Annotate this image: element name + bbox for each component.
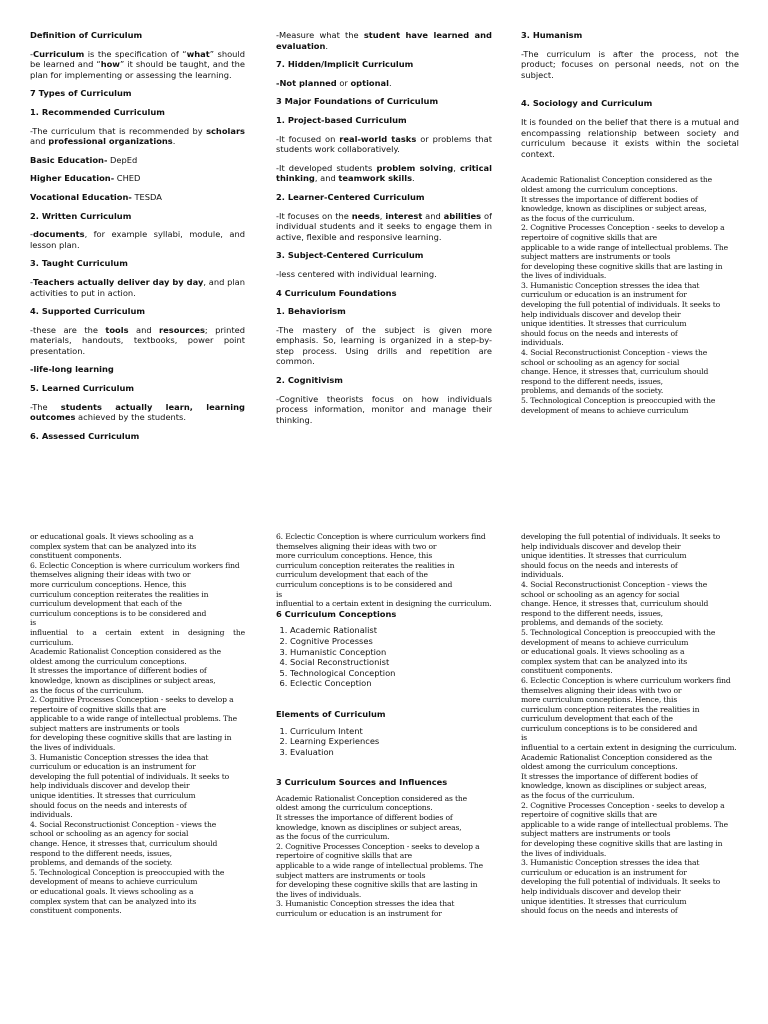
paragraph-subject-centered: -less centered with individual learning. — [276, 268, 437, 279]
text-line: curriculum development that each of the — [521, 714, 673, 724]
text-line: complex system that can be analyzed into its — [30, 541, 197, 551]
text-line: as the focus of the curriculum. — [521, 213, 635, 223]
text-line: as the focus of the curriculum. — [30, 685, 144, 695]
text-line: It stresses the importance of different bodies of — [276, 813, 453, 823]
column-4 — [30, 532, 245, 962]
text-line: change. Hence, it stresses that, curriculum should — [30, 839, 218, 848]
text-line: should focus on the needs and interests of — [521, 560, 678, 570]
text-line: themselves aligning their ideas with two or — [276, 541, 437, 551]
text-line: repertoire of cognitive skills that are — [521, 810, 658, 820]
text-line: oldest among the curriculum conceptions. — [521, 762, 678, 772]
text-line: is — [276, 589, 283, 599]
text-line: complex system that can be analyzed into its — [521, 656, 688, 666]
text-line: respond to the different needs, issues, — [521, 376, 663, 386]
text-line: complex system that can be analyzed into its — [30, 896, 197, 906]
text-line: themselves aligning their ideas with two or — [30, 570, 191, 580]
text-line: school or schooling as an agency for social — [521, 589, 680, 599]
column-3 — [521, 30, 739, 475]
paragraph-behaviorism: -The mastery of the subject is given more emphasis. So, learning is organized in a step-by-step process. Using drills and repetition are common. — [276, 324, 492, 367]
column-2 — [276, 30, 492, 460]
list-item: 3. Humanistic Conception — [290, 647, 492, 658]
line-vocational-education: Vocational Education- TESDA — [30, 191, 162, 202]
text-line: 6. Eclectic Conception is where curriculum workers find — [30, 560, 240, 570]
heading-project-based: 1. Project-based Curriculum — [276, 114, 407, 125]
sources-text — [276, 794, 492, 919]
text-line: problems, and demands of the society. — [521, 386, 664, 396]
text-line: oldest among the curriculum conceptions. — [276, 803, 433, 813]
text-line: Academic Rationalist Conception considered as the — [521, 175, 712, 185]
heading-foundations: 3 Major Foundations of Curriculum — [276, 96, 439, 107]
text-line: the lives of individuals. — [30, 743, 116, 753]
text-line: unique identities. It stresses that curriculum — [521, 319, 687, 329]
text-line: developing the full potential of individuals. It seeks to — [30, 771, 230, 781]
text-line: or educational goals. It views schooling as a — [30, 886, 194, 896]
text-line: or educational goals. It views schooling as a — [30, 532, 194, 541]
text-line: more curriculum conceptions. Hence, this — [276, 551, 433, 561]
text-line: help individuals discover and develop their — [521, 309, 681, 319]
text-line: 3. Humanistic Conception stresses the idea that — [521, 858, 700, 868]
text-line: repertoire of cognitive skills that are — [276, 851, 413, 861]
list-item: 1. Curriculum Intent — [290, 726, 492, 737]
text-line: constituent components. — [521, 666, 613, 676]
text-line: curriculum or education is an instrument for — [276, 909, 442, 918]
text-line: 5. Technological Conception is preoccupied with the — [521, 396, 716, 405]
text-line: problems, and demands of the society. — [30, 858, 173, 868]
paragraph-measure: -Measure what the student have learned and evaluation. — [276, 30, 492, 51]
text-line: 2. Cognitive Processes Conception - seeks to develop a — [521, 223, 725, 233]
heading-supported: 4. Supported Curriculum — [30, 306, 146, 317]
text-line: influential to a certain extent in designing the curriculum. — [521, 743, 737, 753]
text-line: applicable to a wide range of intellectual problems. The — [276, 861, 483, 871]
text-line: unique identities. It stresses that curriculum — [521, 896, 687, 906]
text-line: curriculum or education is an instrument for — [30, 762, 196, 772]
paragraph-humanism: -The curriculum is after the process, not the product; focuses on personal needs, not on the subject. — [521, 48, 739, 80]
line-basic-education: Basic Education- DepEd — [30, 154, 138, 165]
text-line: 6. Eclectic Conception is where curriculum workers find — [521, 675, 731, 685]
heading-sources: 3 Curriculum Sources and Influences — [276, 777, 448, 788]
text-line: the lives of individuals. — [521, 271, 607, 281]
text-line: developing the full potential of individuals. It seeks to — [521, 877, 721, 887]
text-line: 4. Social Reconstructionist Conception - views the — [30, 819, 217, 829]
text-line: knowledge, known as disciplines or subject areas, — [521, 781, 707, 791]
text-line: unique identities. It stresses that curriculum — [521, 551, 687, 561]
text-line: more curriculum conceptions. Hence, this — [30, 579, 187, 589]
column-6 — [521, 532, 739, 972]
text-line: individuals. — [30, 810, 73, 820]
text-line: knowledge, known as disciplines or subject areas, — [521, 204, 707, 214]
paragraph-taught: -Teachers actually deliver day by day, and plan activities to put in action. — [30, 276, 245, 298]
elements-list — [276, 726, 492, 758]
text-line: or educational goals. It views schooling as a — [521, 647, 685, 657]
text-line: 4. Social Reconstructionist Conception - views the — [521, 579, 708, 589]
text-line: for developing these cognitive skills that are lasting in — [30, 733, 232, 743]
text-line: curriculum conception reiterates the realities in — [30, 589, 209, 599]
text-line: curriculum conceptions is to be considered and — [30, 608, 207, 618]
text-line: knowledge, known as disciplines or subject areas, — [30, 675, 216, 685]
heading-written: 2. Written Curriculum — [30, 210, 132, 221]
text-line: should focus on the needs and interests of — [30, 800, 187, 810]
text-line: for developing these cognitive skills that are lasting in — [276, 880, 478, 890]
text-line: curriculum or education is an instrument for — [521, 290, 687, 300]
text-line: constituent components. — [30, 551, 122, 561]
text-line: applicable to a wide range of intellectual problems. The — [30, 714, 237, 724]
text-line: influential to a certain extent in designing the curriculum. — [276, 599, 492, 609]
text-line: It stresses the importance of different bodies of — [521, 771, 698, 781]
text-line: Academic Rationalist Conception considered as the — [30, 647, 221, 657]
text-line: applicable to a wide range of intellectual problems. The — [521, 819, 728, 829]
text-line: problems, and demands of the society. — [521, 618, 664, 628]
paragraph-written: -documents, for example syllabi, module, and lesson plan. — [30, 229, 245, 250]
text-line: unique identities. It stresses that curriculum — [30, 791, 196, 801]
text-line: themselves aligning their ideas with two or — [521, 685, 682, 695]
text-line: developing the full potential of individuals. It seeks to — [521, 532, 721, 541]
paragraph-supported: -these are the tools and resources; printed materials, handouts, textbooks, power point presentation. — [30, 324, 245, 356]
heading-types: 7 Types of Curriculum — [30, 88, 132, 99]
text-line: subject matters are instruments or tools — [521, 252, 671, 262]
text-line: for developing these cognitive skills that are lasting in — [521, 839, 723, 848]
paragraph-recommended: -The curriculum that is recommended by scholars and professional organizations. — [30, 125, 245, 147]
text-line: repertoire of cognitive skills that are — [30, 704, 167, 714]
text-line: development of means to achieve curriculum — [30, 877, 198, 887]
heading-six-conceptions: 6 Curriculum Conceptions — [276, 608, 397, 619]
text-line: change. Hence, it stresses that, curriculum should — [521, 367, 709, 377]
list-item: 5. Technological Conception — [290, 668, 492, 679]
list-item: 4. Social Reconstructionist — [290, 657, 492, 668]
text-line: the lives of individuals. — [521, 848, 607, 858]
text-line: 4. Social Reconstructionist Conception - views the — [521, 348, 708, 358]
text-line: is — [521, 733, 528, 743]
text-line: subject matters are instruments or tools — [30, 723, 180, 733]
text-line: individuals. — [521, 570, 564, 580]
text-line: constituent components. — [30, 906, 122, 916]
text-line: 6. Eclectic Conception is where curriculum workers find — [276, 532, 486, 541]
heading-cognitivism: 2. Cognitivism — [276, 375, 343, 386]
heading-assessed: 6. Assessed Curriculum — [30, 430, 140, 441]
text-line: curriculum conception reiterates the realities in — [521, 704, 700, 714]
text-line: 3. Humanistic Conception stresses the idea that — [30, 752, 209, 762]
text-line: for developing these cognitive skills that are lasting in — [521, 261, 723, 271]
text-line: should focus on the needs and interests of — [521, 906, 678, 916]
heading-sociology: 4. Sociology and Curriculum — [521, 98, 653, 109]
text-line: 2. Cognitive Processes Conception - seeks to develop a — [276, 841, 480, 851]
eclectic-text — [276, 532, 492, 609]
paragraph-project-2: -It developed students problem solving, critical thinking, and teamwork skills. — [276, 162, 492, 184]
text-line: school or schooling as an agency for social — [30, 829, 189, 839]
heading-four-foundations: 4 Curriculum Foundations — [276, 287, 397, 298]
text-line: influential to a certain extent in designing the curriculum. — [30, 627, 245, 647]
text-line: 3. Humanistic Conception stresses the idea that — [521, 280, 700, 290]
list-item: 6. Eclectic Conception — [290, 678, 492, 689]
text-line: curriculum conception reiterates the realities in — [276, 560, 455, 570]
heading-behaviorism: 1. Behaviorism — [276, 306, 346, 317]
text-line: curriculum development that each of the — [30, 599, 182, 609]
heading-taught: 3. Taught Curriculum — [30, 258, 128, 269]
list-item: 2. Learning Experiences — [290, 736, 492, 747]
heading-humanism: 3. Humanism — [521, 30, 583, 40]
paragraph-sociology: It is founded on the belief that there is a mutual and encompassing relationship between society and curriculum because it exists within the societal context. — [521, 116, 739, 159]
text-line: change. Hence, it stresses that, curriculum should — [521, 599, 709, 609]
text-line: curriculum conceptions is to be considered and — [276, 579, 453, 589]
paragraph-definition: -Curriculum is the specification of “what” should be learned and “how” it should be taught, and the plan for implementing or assessing the learning. — [30, 48, 245, 80]
text-line: oldest among the curriculum conceptions. — [30, 656, 187, 666]
text-line: 2. Cognitive Processes Conception - seeks to develop a — [521, 800, 725, 810]
text-line: respond to the different needs, issues, — [30, 848, 172, 858]
heading-learned: 5. Learned Curriculum — [30, 383, 135, 394]
text-line: 2. Cognitive Processes Conception - seeks to develop a — [30, 695, 234, 705]
text-line: repertoire of cognitive skills that are — [521, 232, 658, 242]
text-line: help individuals discover and develop their — [30, 781, 190, 791]
list-item: 2. Cognitive Processes — [290, 636, 492, 647]
text-line: should focus on the needs and interests of — [521, 328, 678, 338]
text-line: help individuals discover and develop their — [521, 541, 681, 551]
list-item: 3. Evaluation — [290, 747, 492, 758]
text-line: individuals. — [521, 338, 564, 348]
text-line: as the focus of the curriculum. — [521, 791, 635, 801]
text-line: 3. Humanistic Conception stresses the idea that — [276, 899, 455, 909]
paragraph-hidden: -Not planned or optional. — [276, 77, 392, 88]
text-line: school or schooling as an agency for social — [521, 357, 680, 367]
line-lifelong-learning: -life-long learning — [30, 364, 114, 375]
text-line: Academic Rationalist Conception considered as the — [521, 752, 712, 762]
six-conceptions-list — [276, 625, 492, 689]
text-line: 5. Technological Conception is preoccupied with the — [30, 867, 225, 877]
text-line: more curriculum conceptions. Hence, this — [521, 695, 678, 705]
heading-definition: Definition of Curriculum — [30, 30, 143, 40]
list-item: 1. Academic Rationalist — [290, 625, 492, 636]
text-line: curriculum or education is an instrument for — [521, 867, 687, 877]
column-1 — [30, 30, 245, 460]
text-line: Academic Rationalist Conception considered as the — [276, 793, 467, 803]
line-higher-education: Higher Education- CHED — [30, 173, 141, 184]
text-line: subject matters are instruments or tools — [521, 829, 671, 839]
text-line: the lives of individuals. — [276, 889, 362, 899]
text-line: development of means to achieve curriculum — [521, 637, 689, 647]
text-line: 5. Technological Conception is preoccupied with the — [521, 627, 716, 637]
text-line: It stresses the importance of different bodies of — [521, 194, 698, 204]
text-line: as the focus of the curriculum. — [276, 832, 390, 842]
text-line: is — [30, 618, 37, 628]
heading-subject-centered: 3. Subject-Centered Curriculum — [276, 250, 424, 261]
heading-elements: Elements of Curriculum — [276, 708, 386, 719]
text-line: help individuals discover and develop their — [521, 886, 681, 896]
paragraph-learned: -The students actually learn, learning outcomes achieved by the students. — [30, 401, 245, 423]
paragraph-project-1: -It focused on real-world tasks or problems that students work collaboratively. — [276, 133, 492, 155]
text-line: respond to the different needs, issues, — [521, 608, 663, 618]
conceptions-text — [521, 175, 739, 415]
text-line: oldest among the curriculum conceptions. — [521, 184, 678, 194]
text-line: knowledge, known as disciplines or subject areas, — [276, 822, 462, 832]
text-line: developing the full potential of individuals. It seeks to — [521, 300, 721, 310]
heading-recommended: 1. Recommended Curriculum — [30, 106, 165, 117]
heading-learner-centered: 2. Learner-Centered Curriculum — [276, 191, 425, 202]
text-line: subject matters are instruments or tools — [276, 870, 426, 880]
column-5 — [276, 532, 492, 982]
paragraph-learner-centered: -It focuses on the needs, interest and abilities of individual students and it seeks to engage them in active, flexible and responsive learning. — [276, 210, 492, 242]
text-line: curriculum conceptions is to be considered and — [521, 723, 698, 733]
text-line: development of means to achieve curriculum — [521, 405, 689, 415]
paragraph-cognitivism: -Cognitive theorists focus on how individuals process information, monitor and manage their thinking. — [276, 393, 492, 425]
text-line: It stresses the importance of different bodies of — [30, 666, 207, 676]
text-line: applicable to a wide range of intellectual problems. The — [521, 242, 728, 252]
text-line: curriculum development that each of the — [276, 570, 428, 580]
heading-hidden: 7. Hidden/Implicit Curriculum — [276, 59, 414, 70]
